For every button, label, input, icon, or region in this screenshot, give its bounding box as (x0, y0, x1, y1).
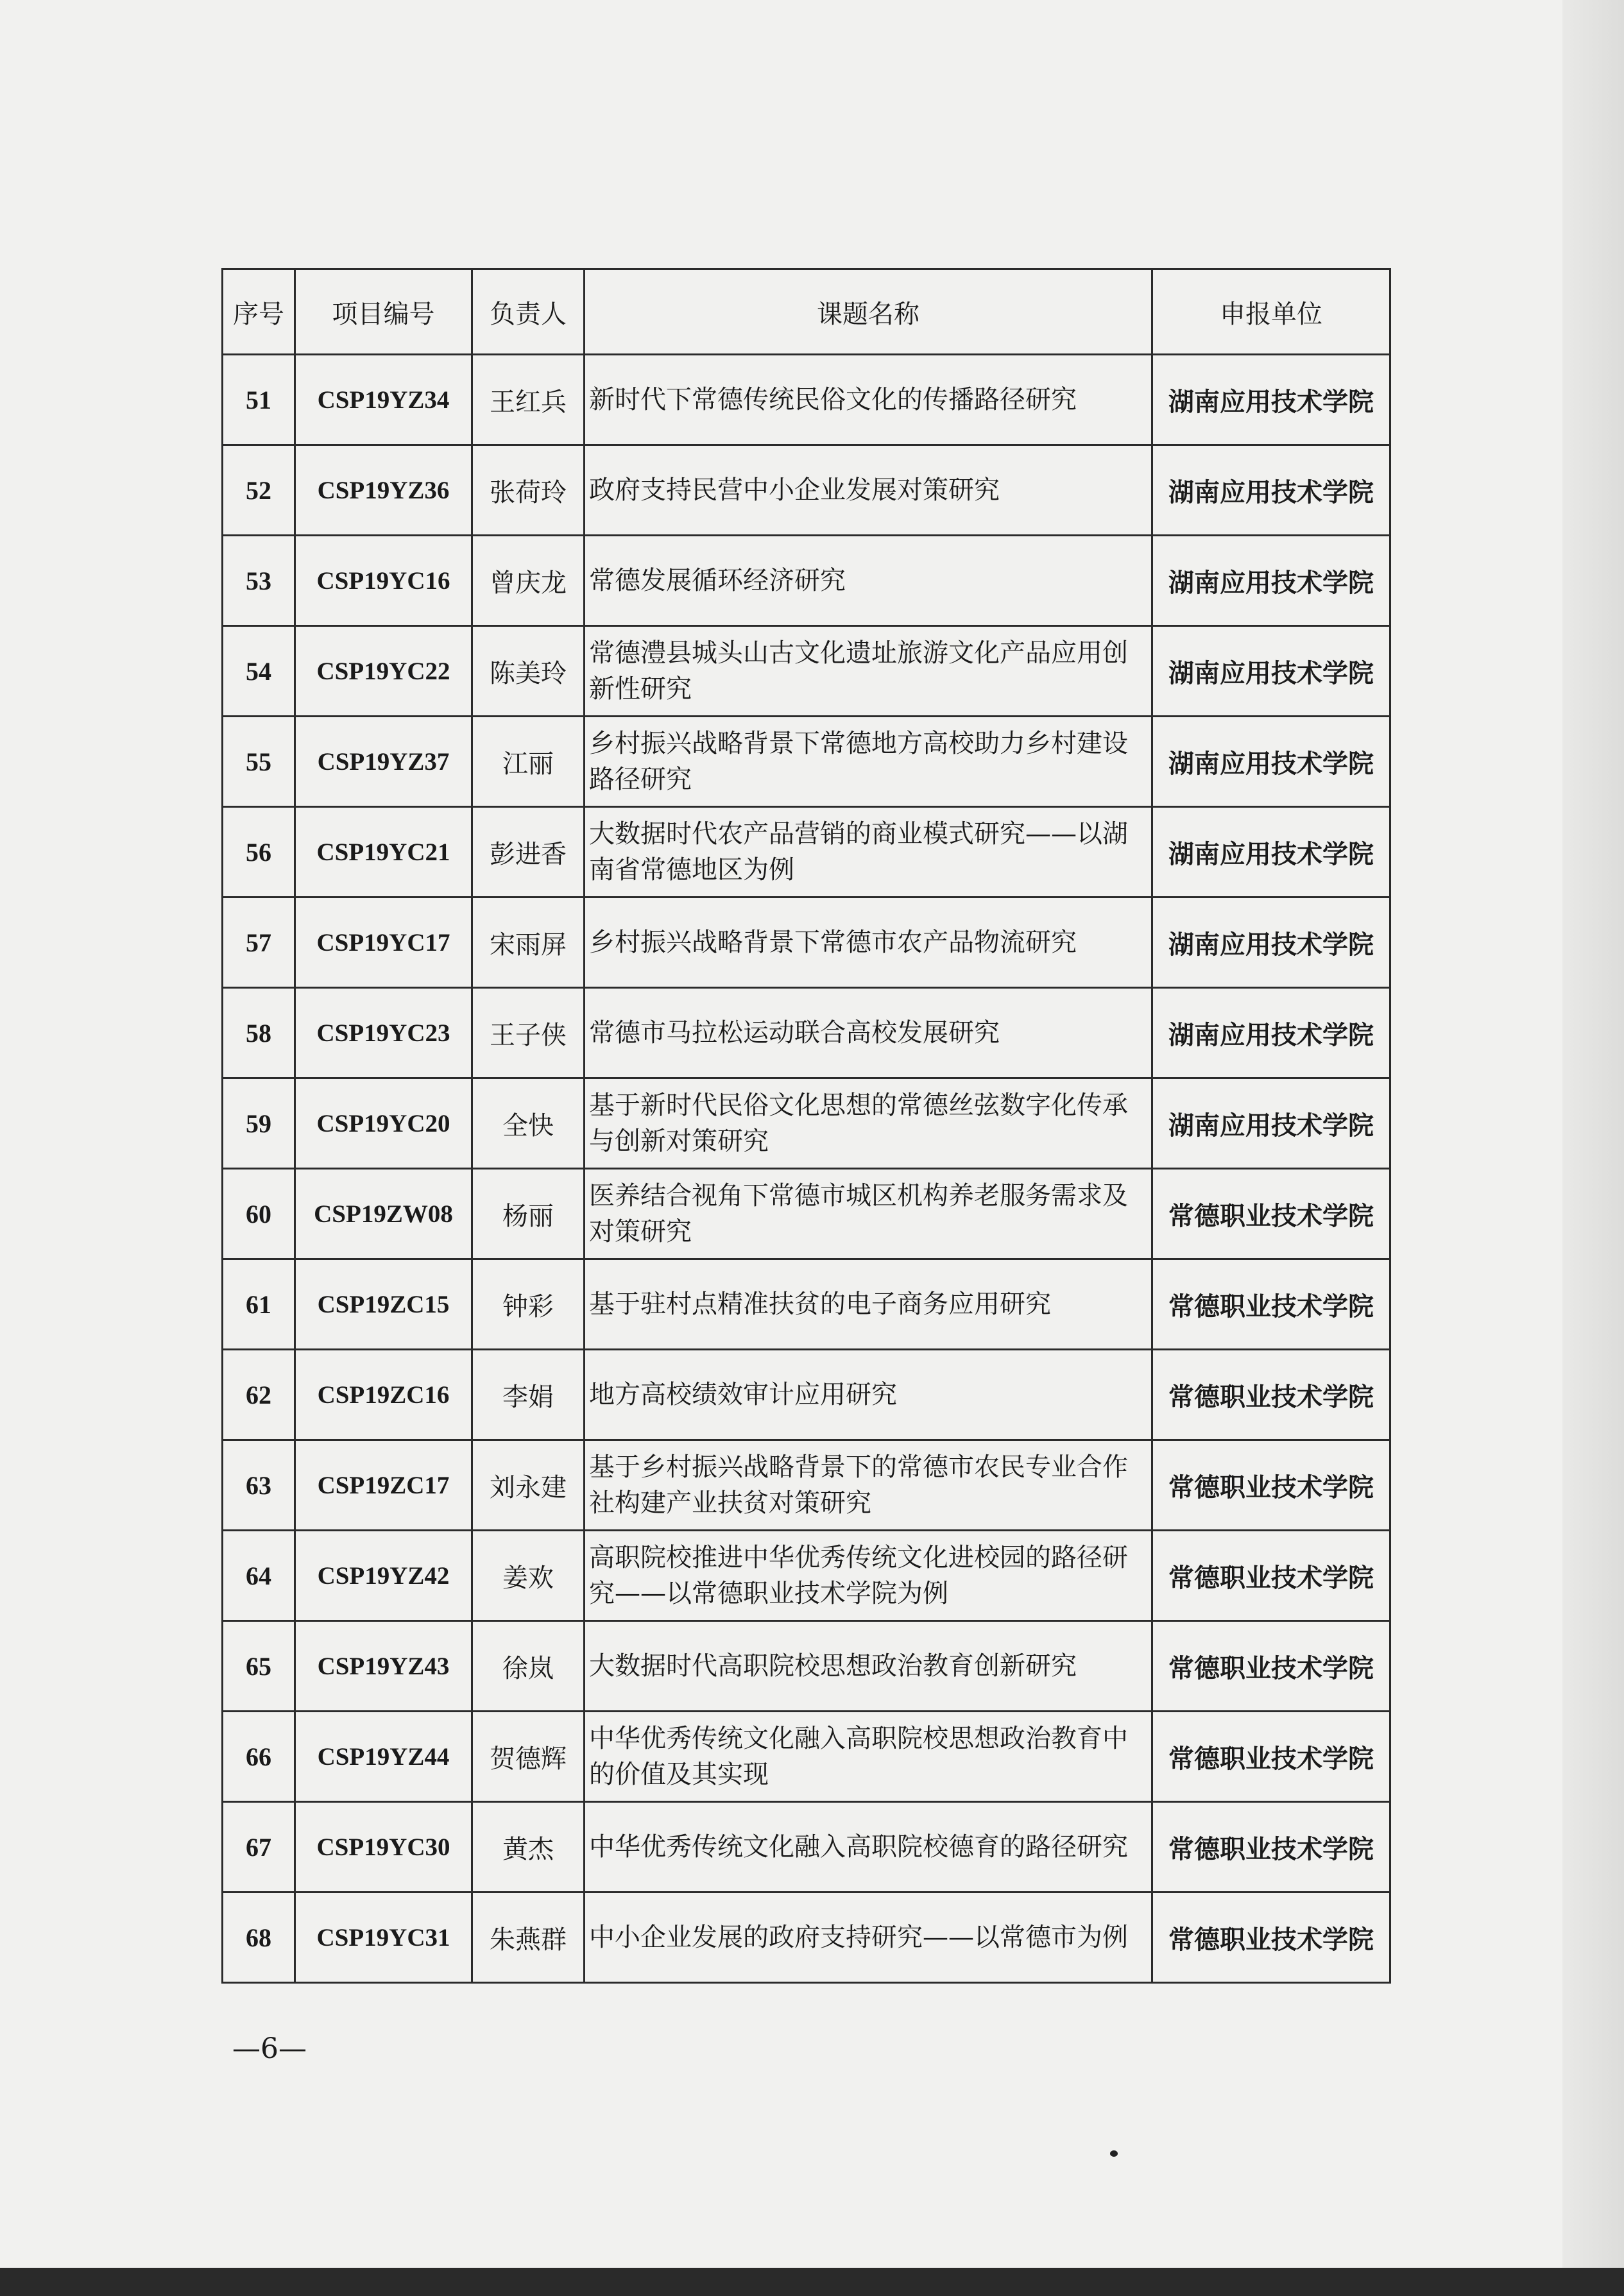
cell-person: 徐岚 (472, 1621, 585, 1712)
scan-bottom-border (0, 2268, 1624, 2296)
page-number: —6— (232, 2032, 307, 2065)
cell-code: CSP19YZ42 (295, 1531, 472, 1621)
cell-title: 地方高校绩效审计应用研究 (585, 1350, 1152, 1440)
table-row (223, 717, 1390, 807)
cell-unit: 常德职业技术学院 (1152, 1892, 1390, 1983)
cell-person: 王子侠 (472, 988, 585, 1078)
cell-person: 黄杰 (472, 1802, 585, 1892)
cell-code: CSP19YC21 (295, 807, 472, 897)
cell-no: 64 (223, 1531, 295, 1621)
cell-no: 57 (223, 897, 295, 988)
cell-code: CSP19ZC16 (295, 1350, 472, 1440)
cell-person: 王红兵 (472, 355, 585, 445)
cell-person: 曾庆龙 (472, 536, 585, 626)
cell-person: 钟彩 (472, 1259, 585, 1350)
cell-no: 55 (223, 717, 295, 807)
table-row (223, 1802, 1390, 1892)
cell-person: 杨丽 (472, 1169, 585, 1259)
table-row (223, 626, 1390, 717)
cell-person: 贺德辉 (472, 1712, 585, 1802)
cell-no: 51 (223, 355, 295, 445)
cell-unit: 湖南应用技术学院 (1152, 626, 1390, 717)
cell-person: 李娟 (472, 1350, 585, 1440)
cell-title: 大数据时代农产品营销的商业模式研究——以湖南省常德地区为例 (585, 807, 1152, 897)
table-header-row (223, 269, 1390, 355)
cell-person: 宋雨屏 (472, 897, 585, 988)
cell-no: 61 (223, 1259, 295, 1350)
cell-unit: 常德职业技术学院 (1152, 1531, 1390, 1621)
table-row (223, 536, 1390, 626)
cell-title: 医养结合视角下常德市城区机构养老服务需求及对策研究 (585, 1169, 1152, 1259)
cell-person: 陈美玲 (472, 626, 585, 717)
cell-unit: 湖南应用技术学院 (1152, 536, 1390, 626)
table-row (223, 1621, 1390, 1712)
cell-title: 常德澧县城头山古文化遗址旅游文化产品应用创新性研究 (585, 626, 1152, 717)
header-no: 序号 (223, 269, 295, 355)
table-row (223, 1259, 1390, 1350)
cell-code: CSP19ZC15 (295, 1259, 472, 1350)
cell-code: CSP19YZ37 (295, 717, 472, 807)
cell-title: 基于驻村点精准扶贫的电子商务应用研究 (585, 1259, 1152, 1350)
cell-no: 63 (223, 1440, 295, 1531)
table-row (223, 988, 1390, 1078)
cell-title: 政府支持民营中小企业发展对策研究 (585, 445, 1152, 536)
cell-no: 68 (223, 1892, 295, 1983)
table-row (223, 1350, 1390, 1440)
cell-title: 大数据时代高职院校思想政治教育创新研究 (585, 1621, 1152, 1712)
cell-no: 66 (223, 1712, 295, 1802)
cell-unit: 常德职业技术学院 (1152, 1712, 1390, 1802)
cell-title: 乡村振兴战略背景下常德地方高校助力乡村建设路径研究 (585, 717, 1152, 807)
cell-person: 江丽 (472, 717, 585, 807)
table-row (223, 445, 1390, 536)
cell-code: CSP19YC31 (295, 1892, 472, 1983)
cell-no: 60 (223, 1169, 295, 1259)
cell-no: 58 (223, 988, 295, 1078)
cell-unit: 常德职业技术学院 (1152, 1169, 1390, 1259)
cell-title: 乡村振兴战略背景下常德市农产品物流研究 (585, 897, 1152, 988)
cell-title: 高职院校推进中华优秀传统文化进校园的路径研究——以常德职业技术学院为例 (585, 1531, 1152, 1621)
cell-no: 67 (223, 1802, 295, 1892)
cell-unit: 湖南应用技术学院 (1152, 355, 1390, 445)
cell-code: CSP19YC22 (295, 626, 472, 717)
table-row (223, 355, 1390, 445)
cell-title: 中华优秀传统文化融入高职院校思想政治教育中的价值及其实现 (585, 1712, 1152, 1802)
cell-person: 张荷玲 (472, 445, 585, 536)
cell-code: CSP19ZW08 (295, 1169, 472, 1259)
cell-no: 59 (223, 1078, 295, 1169)
cell-code: CSP19YZ36 (295, 445, 472, 536)
header-unit: 申报单位 (1152, 269, 1390, 355)
cell-unit: 湖南应用技术学院 (1152, 988, 1390, 1078)
cell-unit: 常德职业技术学院 (1152, 1802, 1390, 1892)
cell-person: 刘永建 (472, 1440, 585, 1531)
cell-person: 朱燕群 (472, 1892, 585, 1983)
table-row (223, 1169, 1390, 1259)
table-row (223, 1531, 1390, 1621)
cell-code: CSP19YC30 (295, 1802, 472, 1892)
cell-unit: 常德职业技术学院 (1152, 1621, 1390, 1712)
cell-unit: 常德职业技术学院 (1152, 1259, 1390, 1350)
cell-no: 56 (223, 807, 295, 897)
cell-no: 65 (223, 1621, 295, 1712)
cell-title: 中华优秀传统文化融入高职院校德育的路径研究 (585, 1802, 1152, 1892)
cell-code: CSP19ZC17 (295, 1440, 472, 1531)
table-row (223, 807, 1390, 897)
cell-code: CSP19YZ34 (295, 355, 472, 445)
cell-code: CSP19YZ43 (295, 1621, 472, 1712)
table-body (223, 355, 1390, 1983)
header-person: 负责人 (472, 269, 585, 355)
cell-no: 52 (223, 445, 295, 536)
table-row (223, 1078, 1390, 1169)
cell-code: CSP19YC16 (295, 536, 472, 626)
cell-code: CSP19YC20 (295, 1078, 472, 1169)
cell-unit: 湖南应用技术学院 (1152, 807, 1390, 897)
cell-unit: 湖南应用技术学院 (1152, 445, 1390, 536)
cell-title: 基于新时代民俗文化思想的常德丝弦数字化传承与创新对策研究 (585, 1078, 1152, 1169)
cell-code: CSP19YC17 (295, 897, 472, 988)
cell-title: 常德发展循环经济研究 (585, 536, 1152, 626)
cell-unit: 湖南应用技术学院 (1152, 1078, 1390, 1169)
cell-no: 62 (223, 1350, 295, 1440)
cell-no: 54 (223, 626, 295, 717)
cell-title: 常德市马拉松运动联合高校发展研究 (585, 988, 1152, 1078)
cell-unit: 常德职业技术学院 (1152, 1440, 1390, 1531)
cell-person: 全快 (472, 1078, 585, 1169)
header-code: 项目编号 (295, 269, 472, 355)
cell-title: 新时代下常德传统民俗文化的传播路径研究 (585, 355, 1152, 445)
cell-person: 彭进香 (472, 807, 585, 897)
table-row (223, 897, 1390, 988)
cell-no: 53 (223, 536, 295, 626)
page-edge-shadow (1562, 0, 1624, 2296)
cell-code: CSP19YZ44 (295, 1712, 472, 1802)
table-row (223, 1440, 1390, 1531)
project-list-table (221, 268, 1391, 1984)
cell-title: 基于乡村振兴战略背景下的常德市农民专业合作社构建产业扶贫对策研究 (585, 1440, 1152, 1531)
cell-unit: 湖南应用技术学院 (1152, 897, 1390, 988)
scan-speck (1110, 2150, 1118, 2157)
header-title: 课题名称 (585, 269, 1152, 355)
cell-code: CSP19YC23 (295, 988, 472, 1078)
cell-person: 姜欢 (472, 1531, 585, 1621)
cell-unit: 常德职业技术学院 (1152, 1350, 1390, 1440)
cell-title: 中小企业发展的政府支持研究——以常德市为例 (585, 1892, 1152, 1983)
table-row (223, 1712, 1390, 1802)
cell-unit: 湖南应用技术学院 (1152, 717, 1390, 807)
table-row (223, 1892, 1390, 1983)
